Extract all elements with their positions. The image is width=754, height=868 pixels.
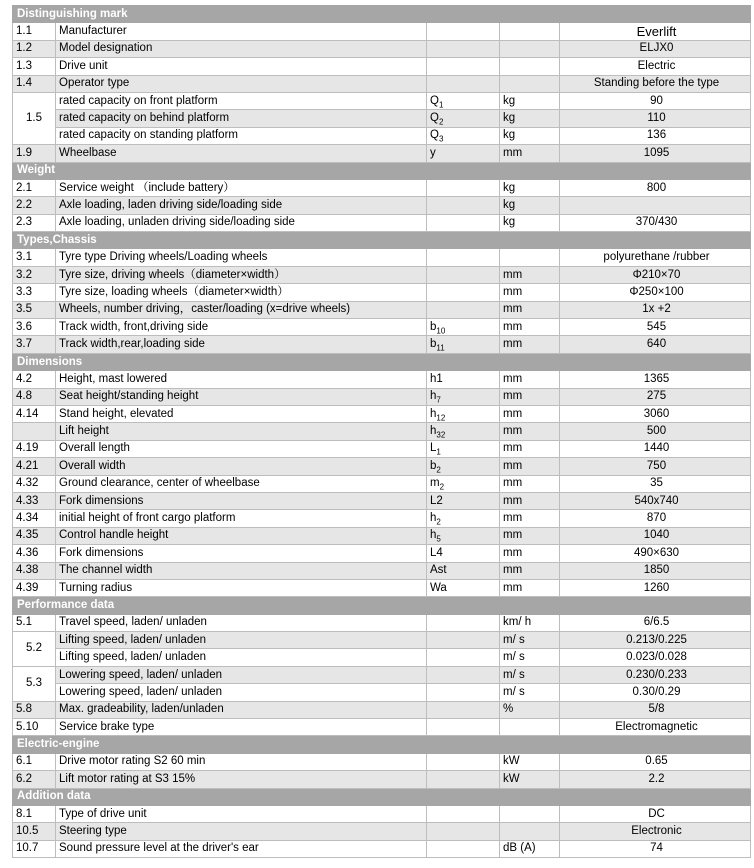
- item-symbol: [427, 249, 500, 266]
- item-symbol: [427, 475, 500, 492]
- spec-row: [13, 545, 751, 562]
- spec-row: [13, 266, 751, 283]
- item-symbol: [427, 527, 500, 544]
- item-symbol: [427, 40, 500, 57]
- item-description: Type of drive unit: [56, 805, 427, 822]
- item-unit: [500, 805, 560, 822]
- spec-row: [13, 214, 751, 231]
- spec-row: [13, 58, 751, 75]
- item-value: ELJX0: [560, 40, 751, 57]
- item-symbol: [427, 284, 500, 301]
- item-number: 4.34: [13, 510, 56, 527]
- symbol-subscript: 1: [438, 99, 444, 109]
- item-number: 1.4: [13, 75, 56, 92]
- item-description: Max. gradeability, laden/unladen: [56, 701, 427, 718]
- item-value: 1440: [560, 440, 751, 457]
- item-description: Overall length: [56, 440, 427, 457]
- item-unit: kg: [500, 197, 560, 214]
- spec-row: [13, 336, 751, 353]
- item-number: 5.8: [13, 701, 56, 718]
- symbol-subscript: 32: [436, 430, 446, 440]
- item-description: Seat height/standing height: [56, 388, 427, 405]
- item-number: 4.38: [13, 562, 56, 579]
- item-value: Electronic: [560, 823, 751, 840]
- item-symbol: [427, 614, 500, 631]
- spec-row: [13, 145, 751, 162]
- symbol-text: b: [430, 320, 437, 333]
- item-number: 4.33: [13, 492, 56, 509]
- item-symbol: [427, 492, 500, 509]
- item-number: 1.2: [13, 40, 56, 57]
- item-value: Electromagnetic: [560, 719, 751, 736]
- symbol-text: Q: [430, 129, 439, 142]
- item-unit: [500, 249, 560, 266]
- symbol-subscript: 2: [439, 482, 445, 492]
- item-unit: mm: [500, 371, 560, 388]
- item-number: 8.1: [13, 805, 56, 822]
- item-description: rated capacity on behind platform: [56, 110, 427, 127]
- symbol-subscript: 2: [438, 117, 444, 127]
- item-unit: [500, 75, 560, 92]
- item-value: Standing before the type: [560, 75, 751, 92]
- spec-row: [13, 579, 751, 596]
- item-description: rated capacity on standing platform: [56, 127, 427, 144]
- item-value: DC: [560, 805, 751, 822]
- section-title: Distinguishing mark: [13, 6, 751, 23]
- symbol-subscript: 5: [436, 534, 441, 544]
- item-symbol: [427, 371, 500, 388]
- symbol-text: h: [430, 390, 437, 403]
- item-description: Steering type: [56, 823, 427, 840]
- item-value: 800: [560, 179, 751, 196]
- item-number: 4.35: [13, 527, 56, 544]
- item-number: 4.14: [13, 405, 56, 422]
- section-title: Electric-engine: [13, 736, 751, 753]
- item-number: 5.1: [13, 614, 56, 631]
- item-number: 10.7: [13, 840, 56, 857]
- spec-row: [13, 632, 751, 649]
- spec-row: [13, 562, 751, 579]
- item-value: 2.2: [560, 771, 751, 788]
- item-value: 500: [560, 423, 751, 440]
- item-value: 0.213/0.225: [560, 632, 751, 649]
- item-value: 0.30/0.29: [560, 684, 751, 701]
- spec-row: [13, 319, 751, 336]
- item-symbol: [427, 579, 500, 596]
- item-unit: [500, 58, 560, 75]
- item-description: initial height of front cargo platform: [56, 510, 427, 527]
- section-header: [13, 788, 751, 805]
- spec-table: [12, 5, 751, 858]
- item-unit: mm: [500, 336, 560, 353]
- item-symbol: [427, 649, 500, 666]
- item-symbol: [427, 701, 500, 718]
- item-value: 136: [560, 127, 751, 144]
- item-symbol: [427, 423, 500, 440]
- item-unit: mm: [500, 423, 560, 440]
- item-description: Lifting speed, laden/ unladen: [56, 632, 427, 649]
- item-symbol: [427, 75, 500, 92]
- item-value: 0.023/0.028: [560, 649, 751, 666]
- spec-row: [13, 719, 751, 736]
- spec-row: [13, 423, 751, 440]
- spec-row: [13, 805, 751, 822]
- symbol-text: L: [430, 442, 437, 455]
- spec-row: [13, 527, 751, 544]
- item-number: 1.9: [13, 145, 56, 162]
- item-description: Travel speed, laden/ unladen: [56, 614, 427, 631]
- item-number: 5.3: [13, 666, 56, 701]
- item-unit: mm: [500, 510, 560, 527]
- item-symbol: [427, 127, 500, 144]
- spec-row: [13, 371, 751, 388]
- symbol-subscript: 7: [436, 395, 441, 405]
- item-symbol: [427, 336, 500, 353]
- spec-row: [13, 197, 751, 214]
- item-symbol: [427, 319, 500, 336]
- item-number: 5.2: [13, 632, 56, 667]
- item-number: 4.36: [13, 545, 56, 562]
- section-title: Addition data: [13, 788, 751, 805]
- spec-row: [13, 771, 751, 788]
- item-symbol: [427, 405, 500, 422]
- item-description: Track width,rear,loading side: [56, 336, 427, 353]
- item-number: [13, 423, 56, 440]
- spec-row: [13, 475, 751, 492]
- spec-row: [13, 614, 751, 631]
- item-value: 870: [560, 510, 751, 527]
- symbol-text: b: [430, 338, 437, 351]
- item-value: 110: [560, 110, 751, 127]
- spec-table-body: [13, 6, 751, 858]
- section-title: Dimensions: [13, 353, 751, 370]
- spec-row: [13, 492, 751, 509]
- symbol-text: Q: [430, 112, 439, 125]
- item-symbol: [427, 771, 500, 788]
- symbol-text: h: [430, 425, 437, 438]
- item-value: 750: [560, 458, 751, 475]
- item-symbol: [427, 719, 500, 736]
- item-unit: mm: [500, 145, 560, 162]
- item-unit: kW: [500, 753, 560, 770]
- item-unit: kg: [500, 127, 560, 144]
- item-value: 490×630: [560, 545, 751, 562]
- item-symbol: [427, 23, 500, 40]
- item-number: 3.5: [13, 301, 56, 318]
- item-unit: mm: [500, 579, 560, 596]
- item-symbol: [427, 58, 500, 75]
- item-symbol: [427, 110, 500, 127]
- item-value: 1095: [560, 145, 751, 162]
- item-value: 5/8: [560, 701, 751, 718]
- symbol-text: Ast: [430, 564, 447, 577]
- item-number: 4.8: [13, 388, 56, 405]
- symbol-subscript: 11: [436, 343, 445, 353]
- item-description: Overall width: [56, 458, 427, 475]
- item-number: 1.1: [13, 23, 56, 40]
- item-unit: km/ h: [500, 614, 560, 631]
- item-description: Fork dimensions: [56, 492, 427, 509]
- item-description: Wheels, number driving，caster/loading (x=drive wheels): [56, 301, 427, 318]
- symbol-subscript: 10: [436, 326, 446, 336]
- section-header: [13, 162, 751, 179]
- item-unit: %: [500, 701, 560, 718]
- item-unit: m/ s: [500, 649, 560, 666]
- item-number: 4.2: [13, 371, 56, 388]
- item-symbol: [427, 179, 500, 196]
- item-symbol: [427, 92, 500, 109]
- item-value: 540x740: [560, 492, 751, 509]
- section-header: [13, 736, 751, 753]
- item-number: 2.2: [13, 197, 56, 214]
- item-description: Wheelbase: [56, 145, 427, 162]
- spec-row: [13, 840, 751, 857]
- item-number: 3.7: [13, 336, 56, 353]
- item-unit: mm: [500, 458, 560, 475]
- symbol-text: L2: [430, 494, 443, 507]
- section-header: [13, 6, 751, 23]
- section-title: Weight: [13, 162, 751, 179]
- symbol-text: L4: [430, 546, 443, 559]
- item-description: Tyre type Driving wheels/Loading wheels: [56, 249, 427, 266]
- spec-row: [13, 684, 751, 701]
- section-header: [13, 232, 751, 249]
- item-value: 35: [560, 475, 751, 492]
- item-symbol: [427, 823, 500, 840]
- item-symbol: [427, 301, 500, 318]
- item-symbol: [427, 388, 500, 405]
- item-description: Tyre size, driving wheels（diameter×width）: [56, 266, 427, 283]
- spec-row: [13, 823, 751, 840]
- item-value: polyurethane /rubber: [560, 249, 751, 266]
- item-description: Lift height: [56, 423, 427, 440]
- symbol-subscript: 2: [436, 517, 441, 527]
- item-unit: mm: [500, 388, 560, 405]
- item-unit: [500, 23, 560, 40]
- item-description: Sound pressure level at the driver's ear: [56, 840, 427, 857]
- item-symbol: [427, 684, 500, 701]
- item-description: Control handle height: [56, 527, 427, 544]
- item-description: Service brake type: [56, 719, 427, 736]
- spec-row: [13, 388, 751, 405]
- item-value: 275: [560, 388, 751, 405]
- item-description: rated capacity on front platform: [56, 92, 427, 109]
- symbol-text: h: [430, 407, 437, 420]
- item-number: 2.3: [13, 214, 56, 231]
- item-unit: [500, 823, 560, 840]
- item-unit: mm: [500, 284, 560, 301]
- item-unit: mm: [500, 475, 560, 492]
- item-number: 3.1: [13, 249, 56, 266]
- item-unit: kg: [500, 92, 560, 109]
- symbol-text: Wa: [430, 581, 447, 594]
- item-number: 3.3: [13, 284, 56, 301]
- spec-row: [13, 510, 751, 527]
- item-number: 1.5: [13, 92, 56, 144]
- item-unit: kW: [500, 771, 560, 788]
- item-value: [560, 197, 751, 214]
- item-unit: mm: [500, 405, 560, 422]
- item-number: 5.10: [13, 719, 56, 736]
- item-description: Manufacturer: [56, 23, 427, 40]
- item-symbol: [427, 545, 500, 562]
- item-unit: kg: [500, 214, 560, 231]
- item-unit: kg: [500, 179, 560, 196]
- item-value: 6/6.5: [560, 614, 751, 631]
- symbol-subscript: 3: [438, 134, 444, 144]
- item-symbol: [427, 753, 500, 770]
- symbol-text: m: [430, 477, 440, 490]
- item-description: Lifting speed, laden/ unladen: [56, 649, 427, 666]
- item-symbol: [427, 214, 500, 231]
- item-number: 10.5: [13, 823, 56, 840]
- item-description: Model designation: [56, 40, 427, 57]
- item-unit: m/ s: [500, 684, 560, 701]
- item-description: Lowering speed, laden/ unladen: [56, 684, 427, 701]
- item-value: Everlift: [560, 23, 751, 40]
- item-description: Axle loading, unladen driving side/loading side: [56, 214, 427, 231]
- item-value: 0.65: [560, 753, 751, 770]
- item-symbol: [427, 510, 500, 527]
- item-value: 370/430: [560, 214, 751, 231]
- item-value: Φ250×100: [560, 284, 751, 301]
- item-unit: mm: [500, 266, 560, 283]
- item-description: Track width, front,driving side: [56, 319, 427, 336]
- spec-row: [13, 110, 751, 127]
- item-unit: [500, 719, 560, 736]
- symbol-text: h: [430, 512, 437, 525]
- item-value: 1365: [560, 371, 751, 388]
- spec-row: [13, 666, 751, 683]
- item-symbol: [427, 266, 500, 283]
- item-number: 2.1: [13, 179, 56, 196]
- item-description: The channel width: [56, 562, 427, 579]
- item-number: 4.21: [13, 458, 56, 475]
- spec-row: [13, 701, 751, 718]
- symbol-subscript: 2: [436, 465, 441, 475]
- item-unit: m/ s: [500, 666, 560, 683]
- spec-row: [13, 127, 751, 144]
- item-value: 1040: [560, 527, 751, 544]
- item-unit: mm: [500, 527, 560, 544]
- item-number: 1.3: [13, 58, 56, 75]
- item-description: Stand height, elevated: [56, 405, 427, 422]
- item-value: Electric: [560, 58, 751, 75]
- item-value: 640: [560, 336, 751, 353]
- item-value: 1x +2: [560, 301, 751, 318]
- spec-row: [13, 40, 751, 57]
- item-description: Lift motor rating at S3 15%: [56, 771, 427, 788]
- item-description: Service weight （include battery）: [56, 179, 427, 196]
- spec-row: [13, 649, 751, 666]
- spec-row: [13, 753, 751, 770]
- symbol-text: Q: [430, 94, 439, 107]
- item-number: 6.1: [13, 753, 56, 770]
- item-number: 3.2: [13, 266, 56, 283]
- spec-row: [13, 249, 751, 266]
- spec-row: [13, 405, 751, 422]
- item-symbol: [427, 805, 500, 822]
- item-unit: dB (A): [500, 840, 560, 857]
- item-description: Fork dimensions: [56, 545, 427, 562]
- item-unit: [500, 40, 560, 57]
- item-unit: mm: [500, 440, 560, 457]
- spec-row: [13, 23, 751, 40]
- item-unit: kg: [500, 110, 560, 127]
- item-unit: mm: [500, 562, 560, 579]
- symbol-text: h1: [430, 372, 443, 385]
- item-description: Drive motor rating S2 60 min: [56, 753, 427, 770]
- item-description: Height, mast lowered: [56, 371, 427, 388]
- item-description: Lowering speed, laden/ unladen: [56, 666, 427, 683]
- item-number: 6.2: [13, 771, 56, 788]
- spec-row: [13, 75, 751, 92]
- item-unit: m/ s: [500, 632, 560, 649]
- item-symbol: [427, 458, 500, 475]
- item-symbol: [427, 197, 500, 214]
- item-description: Tyre size, loading wheels（diameter×width）: [56, 284, 427, 301]
- spec-row: [13, 284, 751, 301]
- section-title: Performance data: [13, 597, 751, 614]
- item-unit: mm: [500, 545, 560, 562]
- item-value: 1260: [560, 579, 751, 596]
- item-number: 3.6: [13, 319, 56, 336]
- item-value: 0.230/0.233: [560, 666, 751, 683]
- symbol-subscript: 1: [436, 447, 441, 457]
- item-number: 4.39: [13, 579, 56, 596]
- symbol-subscript: 12: [436, 412, 446, 422]
- item-symbol: [427, 840, 500, 857]
- item-symbol: [427, 562, 500, 579]
- item-symbol: [427, 440, 500, 457]
- item-value: 1850: [560, 562, 751, 579]
- item-symbol: [427, 666, 500, 683]
- symbol-text: b: [430, 459, 437, 472]
- item-description: Drive unit: [56, 58, 427, 75]
- spec-row: [13, 92, 751, 109]
- item-number: 4.19: [13, 440, 56, 457]
- item-description: Operator type: [56, 75, 427, 92]
- item-symbol: [427, 145, 500, 162]
- spec-row: [13, 179, 751, 196]
- section-header: [13, 597, 751, 614]
- item-number: 4.32: [13, 475, 56, 492]
- spec-row: [13, 458, 751, 475]
- item-unit: mm: [500, 301, 560, 318]
- item-value: 3060: [560, 405, 751, 422]
- section-header: [13, 353, 751, 370]
- item-value: 74: [560, 840, 751, 857]
- spec-row: [13, 440, 751, 457]
- item-unit: mm: [500, 492, 560, 509]
- item-symbol: [427, 632, 500, 649]
- item-value: Φ210×70: [560, 266, 751, 283]
- item-value: 545: [560, 319, 751, 336]
- item-description: Axle loading, laden driving side/loading side: [56, 197, 427, 214]
- spec-row: [13, 301, 751, 318]
- item-description: Ground clearance, center of wheelbase: [56, 475, 427, 492]
- item-unit: mm: [500, 319, 560, 336]
- symbol-text: h: [430, 529, 437, 542]
- section-title: Types,Chassis: [13, 232, 751, 249]
- symbol-text: y: [430, 146, 436, 159]
- item-value: 90: [560, 92, 751, 109]
- item-description: Turning radius: [56, 579, 427, 596]
